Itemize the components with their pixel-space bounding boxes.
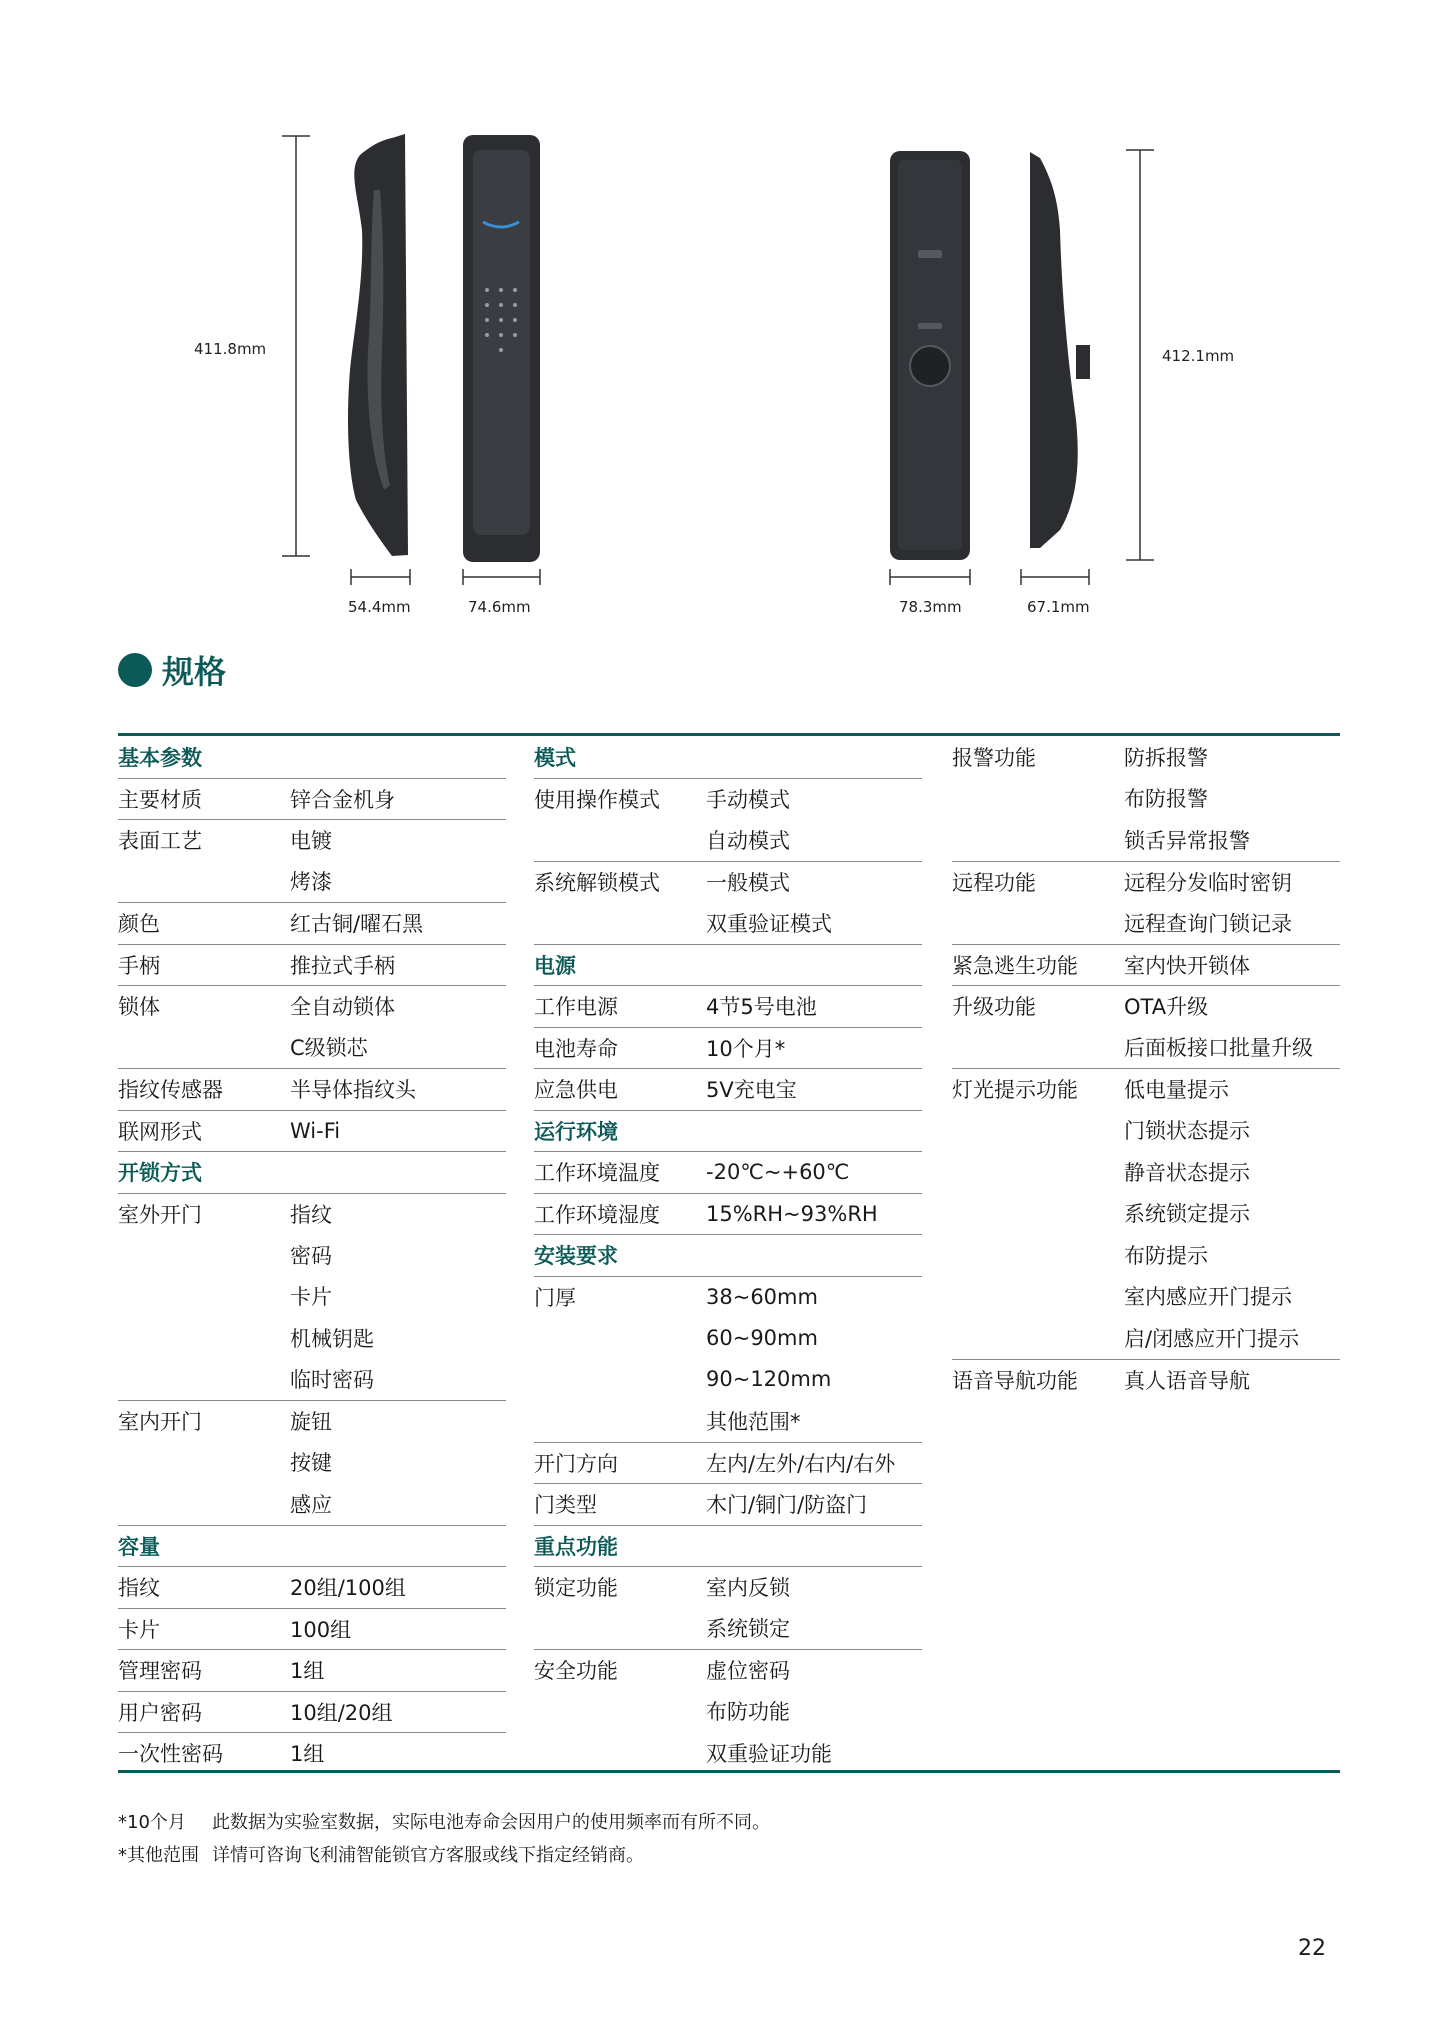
spec-key: 工作环境湿度 bbox=[534, 1202, 660, 1227]
spec-value: 推拉式手柄 bbox=[290, 953, 395, 978]
battery-cover bbox=[918, 250, 942, 258]
spec-key: 门类型 bbox=[534, 1493, 597, 1518]
spec-category-row bbox=[534, 1525, 922, 1567]
spec-value: 锁舌异常报警 bbox=[1124, 828, 1250, 853]
spec-row bbox=[534, 861, 922, 903]
spec-row bbox=[534, 1400, 922, 1442]
spec-value: 静音状态提示 bbox=[1124, 1160, 1250, 1185]
spec-row bbox=[118, 1483, 506, 1525]
spec-value: 手动模式 bbox=[706, 787, 790, 812]
spec-value: 左内/左外/右内/右外 bbox=[706, 1451, 896, 1476]
spec-row bbox=[534, 1151, 922, 1193]
spec-row bbox=[118, 1234, 506, 1276]
front-height-dimension-line bbox=[282, 136, 310, 556]
spec-value: 90~120mm bbox=[706, 1367, 832, 1392]
spec-key: 应急供电 bbox=[534, 1078, 618, 1103]
spec-value: 红古铜/曜石黑 bbox=[290, 912, 424, 937]
spec-key: 语音导航功能 bbox=[952, 1368, 1078, 1393]
spec-row bbox=[952, 1110, 1340, 1152]
spec-key: 室内开门 bbox=[118, 1410, 202, 1435]
spec-category-label: 运行环境 bbox=[534, 1119, 618, 1144]
spec-value: 双重验证模式 bbox=[706, 911, 832, 936]
spec-value: 虚位密码 bbox=[706, 1659, 790, 1684]
spec-row bbox=[118, 1400, 506, 1442]
spec-row bbox=[952, 1234, 1340, 1276]
spec-row bbox=[952, 1151, 1340, 1193]
spec-value: 10组/20组 bbox=[290, 1700, 393, 1725]
bullet-dot-icon bbox=[118, 653, 152, 687]
spec-row bbox=[118, 819, 506, 861]
spec-key: 一次性密码 bbox=[118, 1742, 223, 1767]
spec-category-row bbox=[118, 1525, 506, 1567]
spec-value: 按键 bbox=[290, 1451, 332, 1476]
spec-value: 100组 bbox=[290, 1617, 352, 1642]
spec-row bbox=[118, 1027, 506, 1069]
spec-value: 低电量提示 bbox=[1124, 1078, 1229, 1103]
back-button bbox=[918, 323, 942, 329]
footnote-key: *10个月 bbox=[118, 1812, 186, 1833]
footnote-text: 此数据为实验室数据，实际电池寿命会因用户的使用频率而有所不同。 bbox=[212, 1812, 770, 1833]
spec-row bbox=[534, 1691, 922, 1733]
spec-value: 室内反锁 bbox=[706, 1576, 790, 1601]
spec-value: 10个月* bbox=[706, 1036, 786, 1061]
spec-row bbox=[952, 778, 1340, 820]
spec-value: 木门/铜门/防盗门 bbox=[706, 1493, 868, 1518]
spec-key: 主要材质 bbox=[118, 787, 202, 812]
spec-column-2 bbox=[534, 736, 922, 1774]
thumb-turn-knob bbox=[910, 346, 950, 386]
section-title: 规格 bbox=[162, 653, 227, 691]
spec-value: 室内快开锁体 bbox=[1124, 953, 1250, 978]
spec-value: 1组 bbox=[290, 1659, 325, 1684]
spec-value: 全自动锁体 bbox=[290, 995, 395, 1020]
spec-row bbox=[118, 1193, 506, 1235]
spec-value: 远程分发临时密钥 bbox=[1124, 870, 1292, 895]
spec-key: 使用操作模式 bbox=[534, 787, 660, 812]
spec-key: 报警功能 bbox=[952, 745, 1036, 770]
spec-row bbox=[952, 902, 1340, 944]
footnote-text: 详情可咨询飞利浦智能锁官方客服或线下指定经销商。 bbox=[212, 1845, 644, 1866]
spec-value: 启/闭感应开门提示 bbox=[1124, 1326, 1300, 1351]
spec-row bbox=[534, 1193, 922, 1235]
spec-row bbox=[534, 1027, 922, 1069]
spec-column-1 bbox=[118, 736, 506, 1774]
spec-key: 表面工艺 bbox=[118, 829, 202, 854]
spec-value: 38~60mm bbox=[706, 1284, 818, 1309]
spec-category-row bbox=[534, 944, 922, 986]
spec-category-row bbox=[534, 1234, 922, 1276]
spec-value: 布防功能 bbox=[706, 1700, 790, 1725]
spec-category-row bbox=[118, 1151, 506, 1193]
spec-value: 旋钮 bbox=[290, 1410, 332, 1435]
spec-row bbox=[534, 1068, 922, 1110]
spec-value: 15%RH~93%RH bbox=[706, 1201, 878, 1226]
back-width-label: 78.3mm bbox=[899, 598, 962, 616]
spec-row bbox=[534, 1483, 922, 1525]
spec-key: 开门方向 bbox=[534, 1451, 618, 1476]
footnote bbox=[118, 1806, 770, 1839]
spec-key: 室外开门 bbox=[118, 1202, 202, 1227]
spec-value: C级锁芯 bbox=[290, 1036, 368, 1061]
spec-category-row bbox=[534, 736, 922, 778]
spec-row bbox=[118, 1068, 506, 1110]
spec-row bbox=[952, 1359, 1340, 1401]
spec-value: 门锁状态提示 bbox=[1124, 1119, 1250, 1144]
spec-key: 锁体 bbox=[118, 995, 160, 1020]
spec-value: 室内感应开门提示 bbox=[1124, 1285, 1292, 1310]
spec-row bbox=[534, 985, 922, 1027]
spec-row bbox=[118, 902, 506, 944]
spec-row bbox=[952, 736, 1340, 778]
footnote bbox=[118, 1839, 770, 1872]
spec-value: 系统锁定提示 bbox=[1124, 1202, 1250, 1227]
spec-row bbox=[952, 861, 1340, 903]
spec-value: 卡片 bbox=[290, 1285, 332, 1310]
spec-key: 门厚 bbox=[534, 1285, 576, 1310]
spec-row bbox=[534, 1442, 922, 1484]
spec-key: 用户密码 bbox=[118, 1700, 202, 1725]
spec-row bbox=[118, 1359, 506, 1401]
spec-category-row bbox=[534, 1110, 922, 1152]
spec-row bbox=[534, 1608, 922, 1650]
section-heading bbox=[118, 648, 226, 692]
spec-key: 系统解锁模式 bbox=[534, 870, 660, 895]
spindle bbox=[1076, 345, 1090, 379]
spec-key: 联网形式 bbox=[118, 1119, 202, 1144]
spec-row bbox=[118, 1732, 506, 1774]
back-bottom-dimension-lines bbox=[890, 569, 1089, 585]
back-height-label: 412.1mm bbox=[1162, 347, 1235, 365]
spec-row bbox=[118, 1649, 506, 1691]
spec-category-label: 容量 bbox=[118, 1534, 160, 1559]
footnote-key: *其他范围 bbox=[118, 1845, 199, 1866]
spec-value: 密码 bbox=[290, 1243, 332, 1268]
spec-row bbox=[534, 819, 922, 861]
spec-row bbox=[118, 1566, 506, 1608]
spec-value: 后面板接口批量升级 bbox=[1124, 1036, 1313, 1061]
spec-row bbox=[534, 1566, 922, 1608]
spec-value: Wi-Fi bbox=[290, 1118, 341, 1143]
spec-key: 电池寿命 bbox=[534, 1036, 618, 1061]
spec-row bbox=[118, 944, 506, 986]
spec-category-label: 开锁方式 bbox=[118, 1161, 202, 1186]
front-depth-label: 54.4mm bbox=[348, 598, 411, 616]
spec-key: 升级功能 bbox=[952, 995, 1036, 1020]
spec-key: 工作电源 bbox=[534, 995, 618, 1020]
spec-value: 其他范围* bbox=[706, 1409, 801, 1434]
spec-value: 电镀 bbox=[290, 829, 332, 854]
spec-column-3 bbox=[952, 736, 1340, 1400]
spec-row bbox=[534, 1649, 922, 1691]
front-height-label: 411.8mm bbox=[194, 340, 267, 358]
spec-row bbox=[118, 985, 506, 1027]
spec-key: 安全功能 bbox=[534, 1659, 618, 1684]
spec-key: 紧急逃生功能 bbox=[952, 953, 1078, 978]
front-lock-face bbox=[473, 150, 530, 535]
back-side-view bbox=[1030, 152, 1078, 548]
spec-row bbox=[118, 778, 506, 820]
spec-value: 一般模式 bbox=[706, 870, 790, 895]
back-depth-label: 67.1mm bbox=[1027, 598, 1090, 616]
spec-row bbox=[534, 1317, 922, 1359]
spec-row bbox=[952, 1027, 1340, 1069]
spec-value: 指纹 bbox=[290, 1202, 332, 1227]
spec-row bbox=[118, 861, 506, 903]
page-number: 22 bbox=[1298, 1936, 1326, 1961]
spec-value: 自动模式 bbox=[706, 828, 790, 853]
spec-category-label: 安装要求 bbox=[534, 1244, 618, 1269]
spec-row bbox=[952, 1193, 1340, 1235]
spec-category-label: 模式 bbox=[534, 745, 576, 770]
spec-value: 5V充电宝 bbox=[706, 1078, 797, 1103]
spec-row bbox=[118, 1110, 506, 1152]
spec-row bbox=[534, 1359, 922, 1401]
footnotes bbox=[118, 1806, 770, 1872]
spec-row bbox=[534, 902, 922, 944]
spec-value: 烤漆 bbox=[290, 870, 332, 895]
spec-value: 1组 bbox=[290, 1742, 325, 1767]
front-width-label: 74.6mm bbox=[468, 598, 531, 616]
spec-value: 远程查询门锁记录 bbox=[1124, 911, 1292, 936]
spec-key: 颜色 bbox=[118, 912, 160, 937]
spec-category-label: 基本参数 bbox=[118, 745, 202, 770]
spec-value: 60~90mm bbox=[706, 1325, 818, 1350]
spec-row bbox=[118, 1317, 506, 1359]
spec-key: 锁定功能 bbox=[534, 1576, 618, 1601]
spec-value: 4节5号电池 bbox=[706, 995, 817, 1020]
spec-row bbox=[534, 1732, 922, 1774]
spec-key: 指纹传感器 bbox=[118, 1078, 223, 1103]
spec-value: 防拆报警 bbox=[1124, 745, 1208, 770]
spec-value: 锌合金机身 bbox=[290, 787, 395, 812]
spec-row bbox=[952, 1276, 1340, 1318]
spec-row bbox=[952, 944, 1340, 986]
spec-key: 手柄 bbox=[118, 953, 160, 978]
spec-row bbox=[952, 1068, 1340, 1110]
spec-value: 机械钥匙 bbox=[290, 1326, 374, 1351]
spec-row bbox=[534, 1276, 922, 1318]
spec-value: 20组/100组 bbox=[290, 1576, 406, 1601]
spec-key: 远程功能 bbox=[952, 870, 1036, 895]
spec-row bbox=[118, 1691, 506, 1733]
spec-row bbox=[118, 1442, 506, 1484]
front-bottom-dimension-lines bbox=[351, 569, 540, 585]
spec-value: 临时密码 bbox=[290, 1368, 374, 1393]
back-height-dimension-line bbox=[1126, 150, 1154, 560]
spec-row bbox=[952, 1317, 1340, 1359]
spec-key: 工作环境温度 bbox=[534, 1161, 660, 1186]
table-bottom-rule bbox=[118, 1770, 1340, 1773]
spec-row bbox=[118, 1608, 506, 1650]
spec-value: 半导体指纹头 bbox=[290, 1078, 416, 1103]
spec-key: 指纹 bbox=[118, 1576, 160, 1601]
spec-row bbox=[952, 985, 1340, 1027]
product-figure bbox=[0, 0, 1434, 640]
spec-key: 灯光提示功能 bbox=[952, 1078, 1078, 1103]
spec-row bbox=[118, 1276, 506, 1318]
spec-key: 卡片 bbox=[118, 1617, 160, 1642]
spec-value: 布防提示 bbox=[1124, 1243, 1208, 1268]
spec-value: 真人语音导航 bbox=[1124, 1368, 1250, 1393]
spec-value: 系统锁定 bbox=[706, 1617, 790, 1642]
spec-value: 布防报警 bbox=[1124, 787, 1208, 812]
spec-category-label: 电源 bbox=[534, 953, 576, 978]
spec-row bbox=[534, 778, 922, 820]
spec-category-label: 重点功能 bbox=[534, 1534, 618, 1559]
spec-value: OTA升级 bbox=[1124, 995, 1209, 1020]
spec-key: 管理密码 bbox=[118, 1659, 202, 1684]
spec-value: 感应 bbox=[290, 1492, 332, 1517]
spec-row bbox=[952, 819, 1340, 861]
spec-value: -20℃~+60℃ bbox=[706, 1160, 850, 1185]
spec-category-row bbox=[118, 736, 506, 778]
spec-value: 双重验证功能 bbox=[706, 1741, 832, 1766]
